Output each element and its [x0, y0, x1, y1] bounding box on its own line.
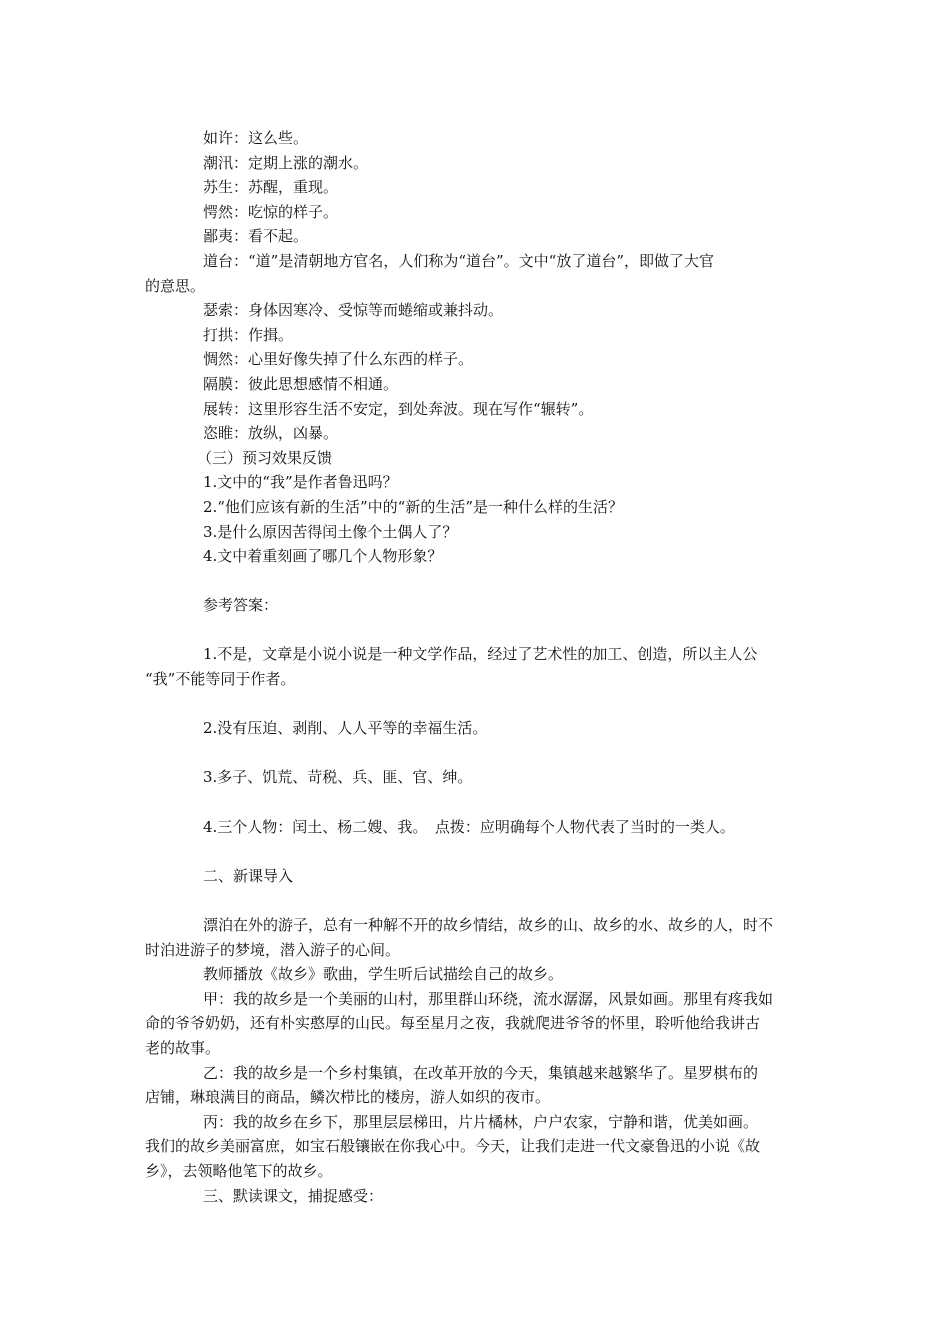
answers-heading: 参考答案： — [203, 596, 279, 615]
student-bing: 丙：我的故乡在乡下，那里层层梯田，片片橘林，户户农家，宁静和谐，优美如画。 — [203, 1112, 759, 1131]
glossary-item-zisui: 恣睢：放纵，凶暴。 — [203, 424, 339, 443]
question-3: 3.是什么原因苦得闰土像个土偶人了？ — [203, 522, 458, 541]
answer-2: 2.没有压迫、剥削、人人平等的幸福生活。 — [203, 719, 488, 738]
question-1: 1.文中的“我”是作者鲁迅吗？ — [203, 473, 398, 492]
intro-paragraph: 漂泊在外的游子，总有一种解不开的故乡情结，故乡的山、故乡的水、故乡的人，时不 — [203, 916, 774, 934]
question-4: 4.文中着重刻画了哪几个人物形象？ — [203, 547, 443, 566]
student-yi: 乙：我的故乡是一个乡村集镇，在改革开放的今天，集镇越来越繁华了。星罗棋布的 — [203, 1063, 759, 1082]
spacer — [145, 692, 810, 717]
student-jia-cont-2: 老的故事。 — [145, 1038, 221, 1057]
glossary-item-zhanzhuan: 展转：这里形容生活不安定，到处奔波。现在写作“辗转”。 — [203, 399, 594, 418]
answer-1: 1.不是，文章是小说小说是一种文学作品，经过了艺术性的加工、创造，所以主人公 — [203, 645, 758, 664]
glossary-item-biyi: 鄙夷：看不起。 — [203, 227, 309, 246]
spacer — [145, 618, 810, 643]
spacer — [145, 839, 810, 864]
student-jia: 甲：我的故乡是一个美丽的山村，那里群山环绕，流水潺潺，风景如画。那里有疼我如 — [203, 989, 774, 1008]
spacer — [145, 741, 810, 766]
glossary-item-eran: 愕然：吃惊的样子。 — [203, 202, 339, 221]
section-2-heading: 二、新课导入 — [203, 866, 294, 885]
glossary-item-daotai-cont: 的意思。 — [145, 276, 206, 295]
glossary-item-daotai: 道台：“道”是清朝地方官名，人们称为“道台”。文中“放了道台”，即做了大官 — [203, 251, 715, 270]
intro-paragraph-cont: 时泊进游子的梦境，潜入游子的心间。 — [145, 940, 401, 959]
answer-1-cont: “我”不能等同于作者。 — [145, 670, 296, 689]
student-jia-cont-1: 命的爷爷奶奶，还有朴实憨厚的山民。每至星月之夜，我就爬进爷爷的怀里，聆听他给我讲古 — [145, 1014, 761, 1033]
student-bing-cont-2: 乡》，去领略他笔下的故乡。 — [145, 1161, 333, 1180]
glossary-item-gemo: 隔膜：彼此思想感情不相通。 — [203, 374, 399, 393]
document-body — [145, 126, 810, 1208]
glossary-item-ruxu: 如许：这么些。 — [203, 129, 309, 147]
student-yi-cont: 店铺，琳琅满目的商品，鳞次栉比的楼房，游人如织的夜市。 — [145, 1088, 551, 1107]
glossary-item-chaoxun: 潮汛：定期上涨的潮水。 — [203, 153, 369, 172]
spacer — [145, 790, 810, 815]
glossary-item-dagong: 打拱：作揖。 — [203, 325, 294, 344]
glossary-item-sesuo: 瑟索：身体因寒冷、受惊等而蜷缩或兼抖动。 — [203, 301, 504, 320]
glossary-item-susheng: 苏生：苏醒，重现。 — [203, 178, 339, 197]
spacer — [145, 888, 810, 913]
question-2: 2.“他们应该有新的生活”中的“新的生活”是一种什么样的生活？ — [203, 497, 623, 516]
answer-4: 4.三个人物：闰土、杨二嫂、我。 点拨：应明确每个人物代表了当时的一类人。 — [203, 817, 735, 836]
spacer — [145, 569, 810, 594]
glossary-item-chouran: 惆然：心里好像失掉了什么东西的样子。 — [203, 350, 474, 369]
answer-3: 3.多子、饥荒、苛税、兵、匪、官、绅。 — [203, 768, 473, 787]
teacher-instruction: 教师播放《故乡》歌曲，学生听后试描绘自己的故乡。 — [203, 965, 564, 984]
feedback-heading: （三）预习效果反馈 — [197, 448, 333, 467]
section-3-heading: 三、默读课文，捕捉感受： — [203, 1186, 384, 1205]
student-bing-cont-1: 我们的故乡美丽富庶，如宝石般镶嵌在你我心中。今天，让我们走进一代文豪鲁迅的小说《故 — [145, 1137, 761, 1156]
